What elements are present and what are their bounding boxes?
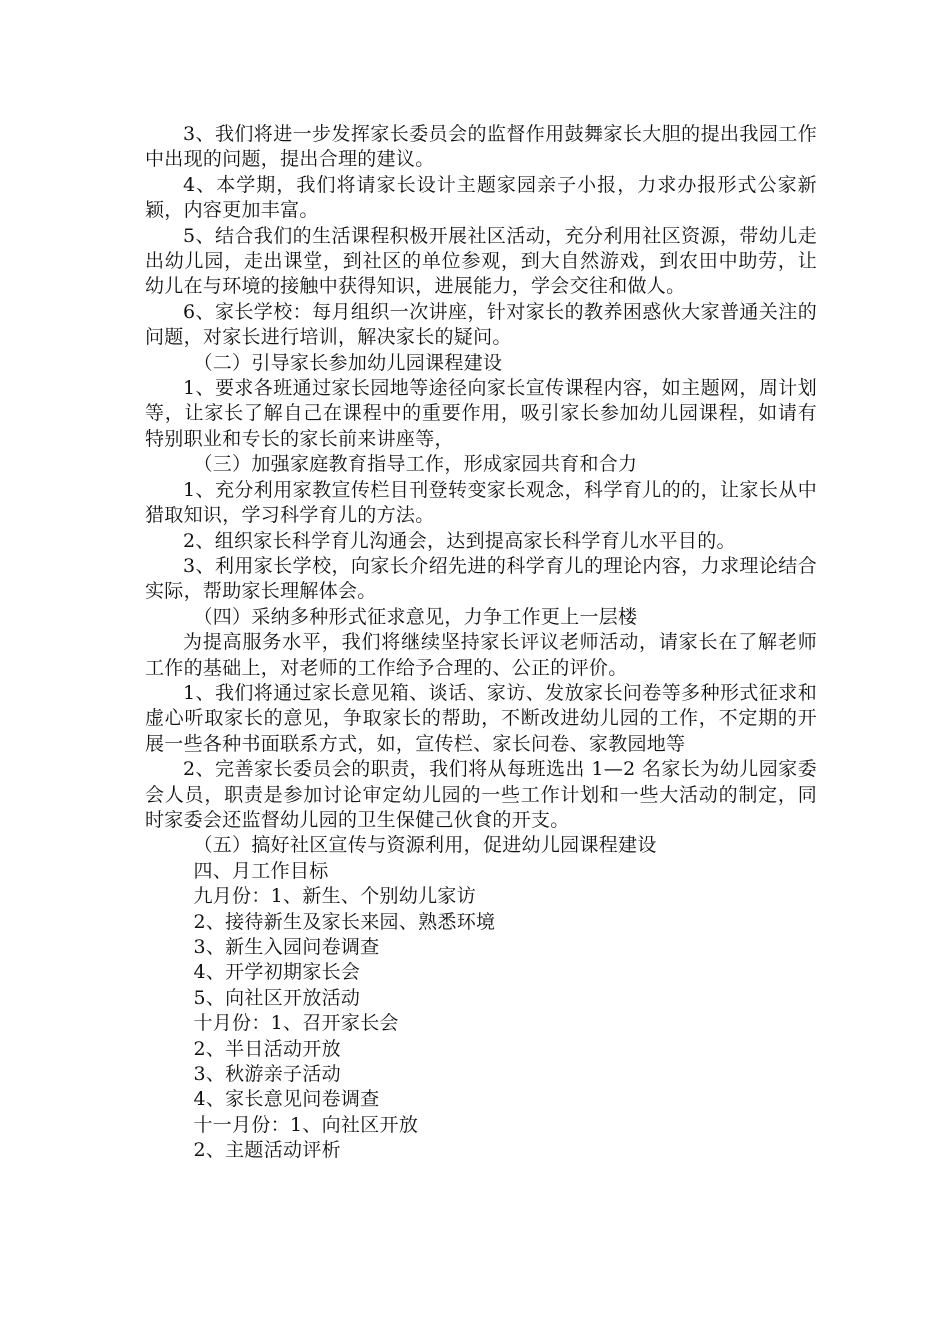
paragraph: 1、我们将通过家长意见箱、谈话、家访、发放家长问卷等多种形式征求和虚心听取家长的意见，争取家长的帮助，不断改进幼儿园的工作，不定期的开展一些各种书面联系方式，如，宣传栏、家长问卷、家教园地等 xyxy=(145,681,817,755)
list-item: 3、秋游亲子活动 xyxy=(193,1063,341,1086)
document-body xyxy=(145,122,817,1164)
section-heading: （二）引导家长参加幼儿园课程建设 xyxy=(193,351,503,374)
list-item: 4、开学初期家长会 xyxy=(193,961,361,984)
section-heading: （三）加强家庭教育指导工作，形成家园共育和合力 xyxy=(193,453,638,476)
list-item: 3、新生入园问卷调查 xyxy=(193,936,380,958)
paragraph: 1、充分利用家教宣传栏目刊登转变家长观念，科学育儿的的，让家长从中猎取知识，学习科学育儿的方法。 xyxy=(145,478,817,527)
paragraph: 6、家长学校：每月组织一次讲座，针对家长的教养困惑伙大家普通关注的问题，对家长进行培训，解决家长的疑问。 xyxy=(145,300,817,349)
paragraph: 5、结合我们的生活课程积极开展社区活动，充分利用社区资源，带幼儿走出幼儿园，走出课堂，到社区的单位参观，到大自然游戏，到农田中助劳，让幼儿在与环境的接触中获得知识，进展能力，学会交往和做人。 xyxy=(145,224,817,298)
paragraph: 1、要求各班通过家长园地等途径向家长宣传课程内容，如主题网，周计划等，让家长了解自己在课程中的重要作用，吸引家长参加幼儿园课程，如请有特别职业和专长的家长前来讲座等， xyxy=(145,377,817,450)
paragraph: 3、我们将进一步发挥家长委员会的监督作用鼓舞家长大胆的提出我园工作中出现的问题，提出合理的建议。 xyxy=(145,123,817,171)
list-item: 2、接待新生及家长来园、熟悉环境 xyxy=(193,910,496,933)
paragraph: 为提高服务水平，我们将继续坚持家长评议老师活动，请家长在了解老师工作的基础上，对老师的工作给予合理的、公正的评价。 xyxy=(145,631,817,679)
list-item: 4、家长意见问卷调查 xyxy=(193,1088,380,1111)
paragraph: 2、组织家长科学育儿沟通会，达到提高家长科学育儿水平目的。 xyxy=(183,529,736,552)
list-item: 5、向社区开放活动 xyxy=(193,986,361,1009)
list-item: 四、月工作目标 xyxy=(193,859,329,882)
list-item: 2、半日活动开放 xyxy=(193,1037,341,1060)
paragraph: 4、本学期，我们将请家长设计主题家园亲子小报，力求办报形式公家新颖，内容更加丰富。 xyxy=(145,173,817,222)
section-heading: （五）搞好社区宣传与资源利用，促进幼儿园课程建设 xyxy=(193,834,657,857)
section-heading: （四）采纳多种形式征求意见，力争工作更上一层楼 xyxy=(193,605,638,628)
list-item: 九月份：1、新生、个别幼儿家访 xyxy=(193,885,477,908)
list-item: 十一月份：1、向社区开放 xyxy=(193,1113,419,1136)
paragraph: 3、利用家长学校，向家长介绍先进的科学育儿的理论内容，力求理论结合实际，帮助家长理解体会。 xyxy=(145,554,817,603)
list-item: 十月份：1、召开家长会 xyxy=(193,1012,399,1035)
paragraph: 2、完善家长委员会的职责，我们将从每班选出 1—2 名家长为幼儿园家委会人员，职责是参加讨论审定幼儿园的一些工作计划和一些大活动的制定，同时家委会还监督幼儿园的卫生保健己伙食的开支。 xyxy=(145,758,817,831)
list-item: 2、主题活动评析 xyxy=(193,1139,341,1162)
